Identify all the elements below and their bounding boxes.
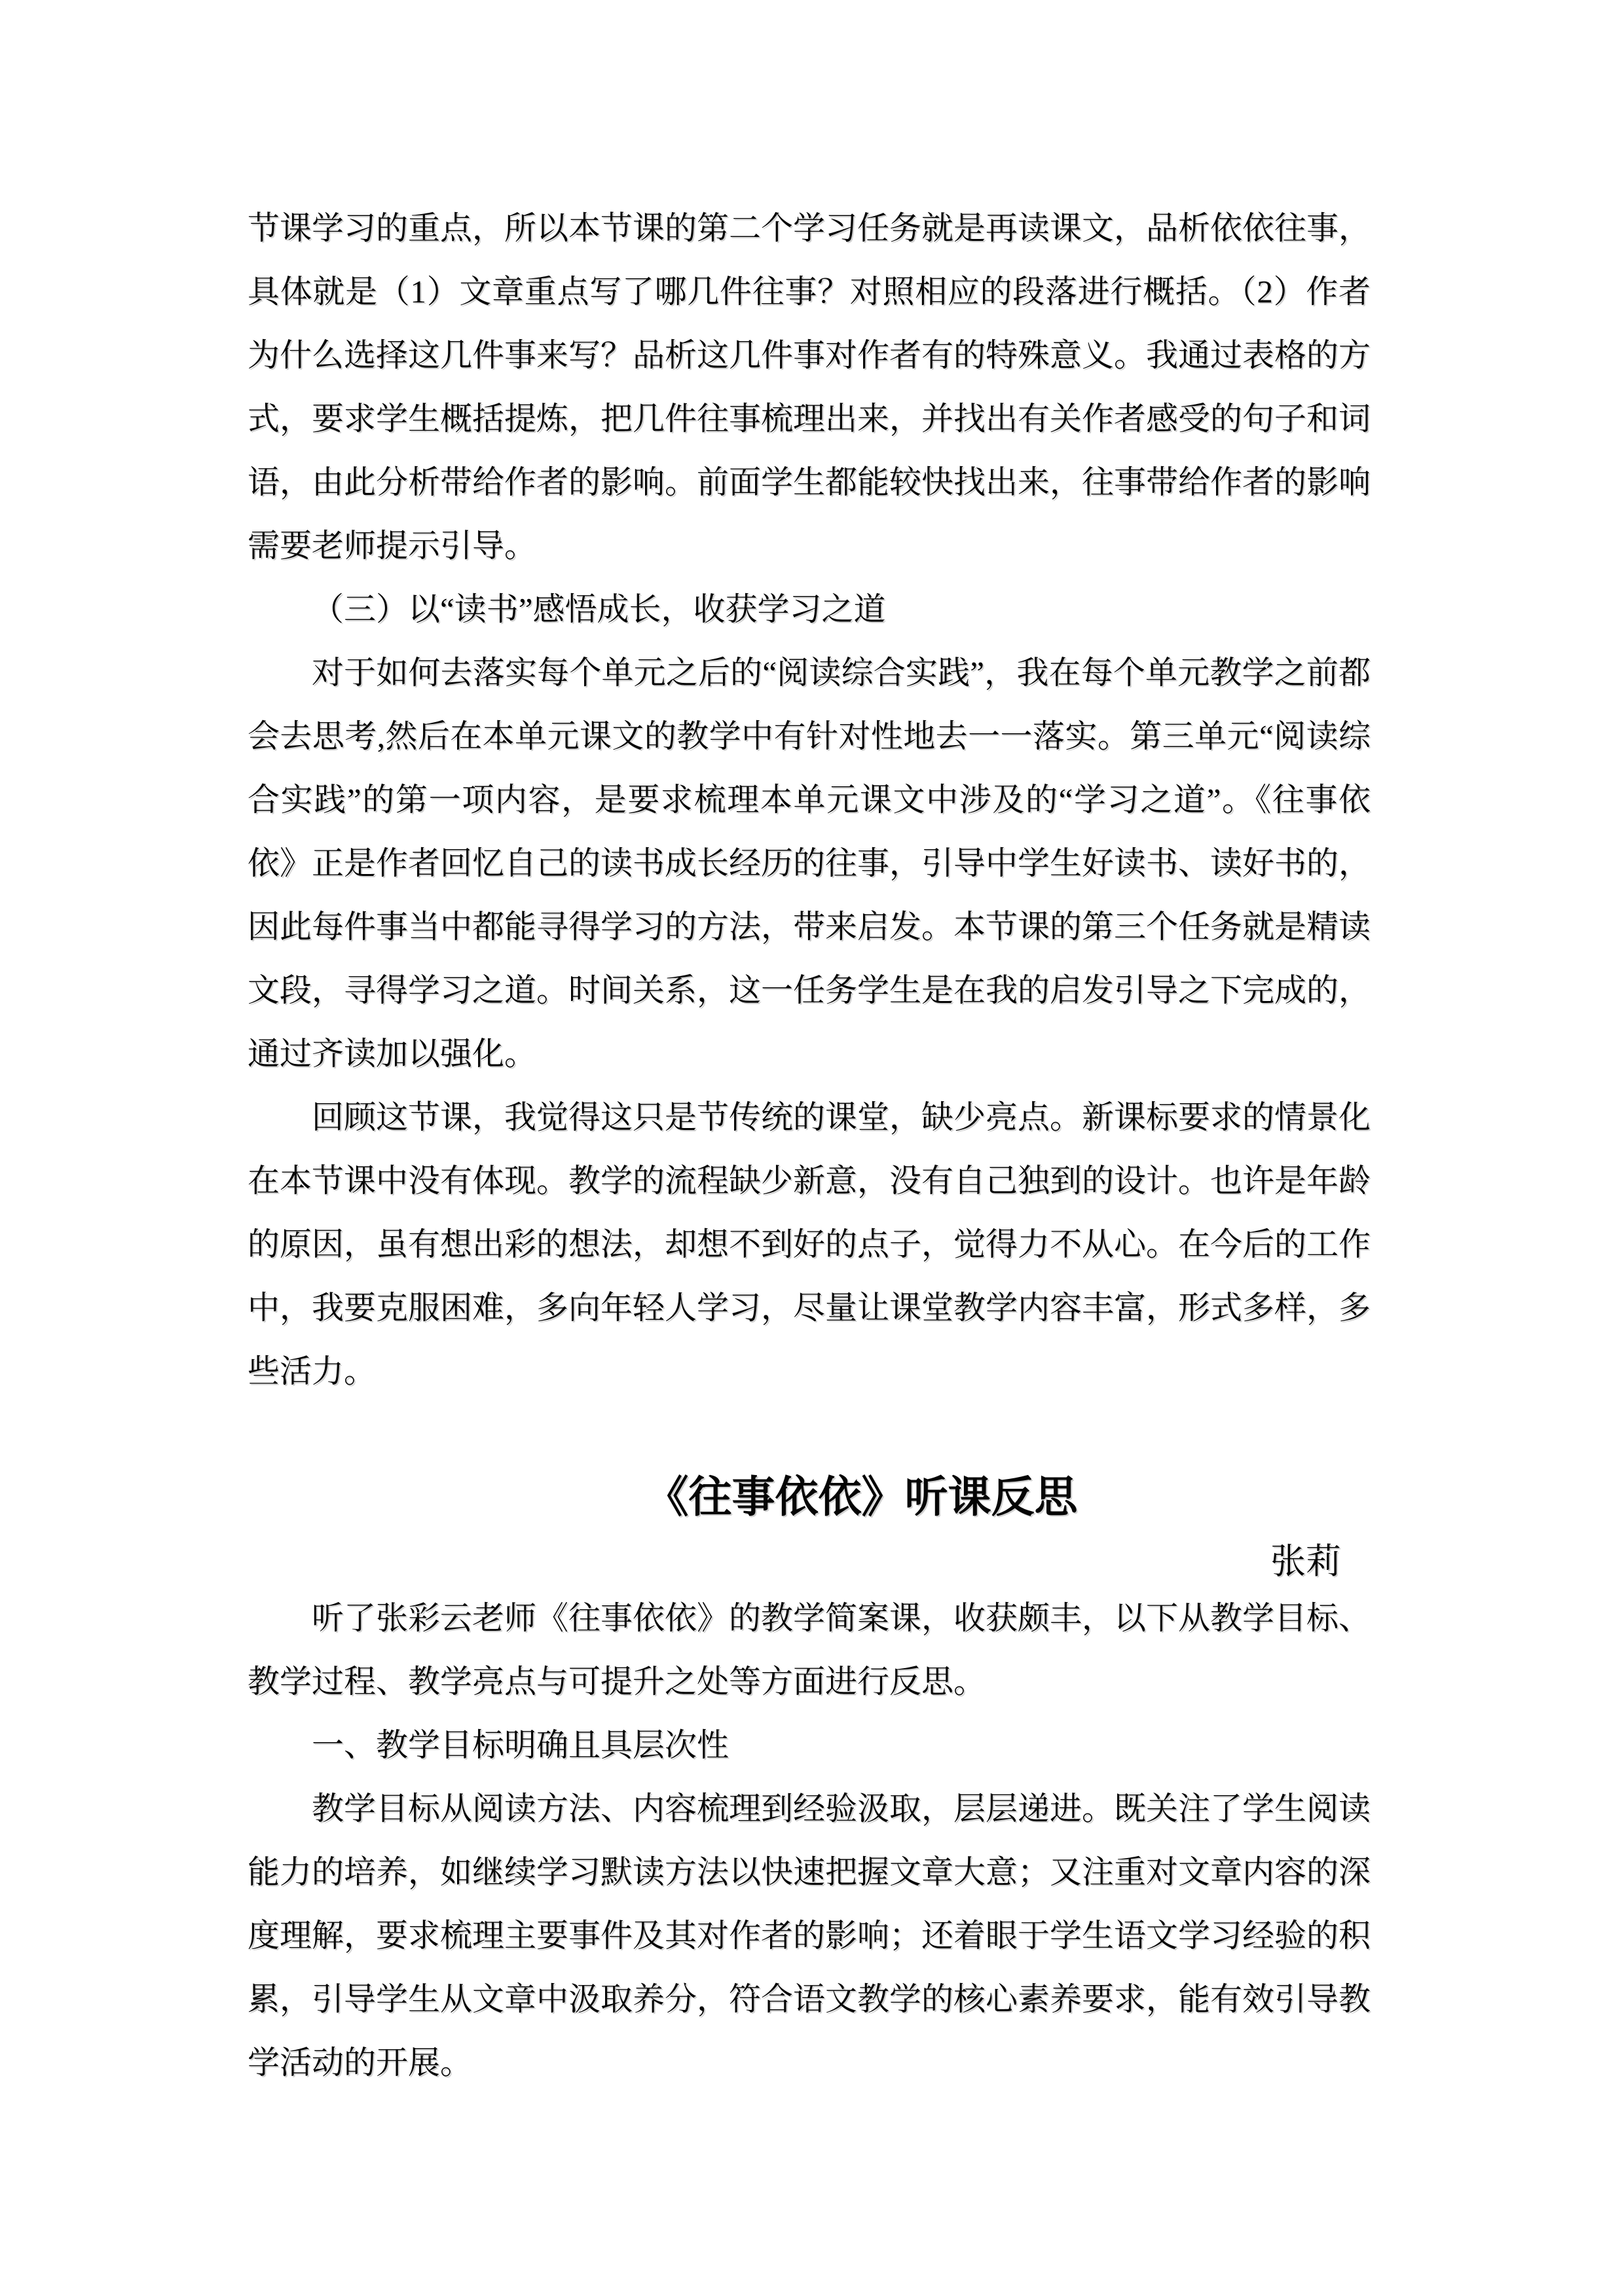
paragraph-continuation-from-previous-page: 节课学习的重点，所以本节课的第二个学习任务就是再读课文，品析依依往事，具体就是（1）文章重点写了哪几件往事？对照相应的段落进行概括。（2）作者为什么选择这几件事来写？品析这几件事对作者有的特殊意义。我通过表格的方式，要求学生概括提炼，把几件往事梳理出来，并找出有关作者感受的句子和词语，由此分析带给作者的影响。前面学生都能较快找出来，往事带给作者的影响需要老师提示引导。 (248, 210, 1371, 564)
paragraph-lesson-review: 回顾这节课，我觉得这只是节传统的课堂，缺少亮点。新课标要求的情景化在本节课中没有体现。教学的流程缺少新意，没有自己独到的设计。也许是年龄的原因，虽有想出彩的想法，却想不到好的点子，觉得力不从心。在今后的工作中，我要克服困难，多向年轻人学习，尽量让课堂教学内容丰富，形式多样，多些活力。 (248, 1099, 1371, 1389)
document-title: 《往事依依》听课反思 (645, 1474, 1078, 1522)
paragraph-teaching-goals-detail: 教学目标从阅读方法、内容梳理到经验汲取，层层递进。既关注了学生阅读能力的培养，如继续学习默读方法以快速把握文章大意；又注重对文章内容的深度理解，要求梳理主要事件及其对作者的影响；还着眼于学生语文学习经验的积累，引导学生从文章中汲取养分，符合语文教学的核心素养要求，能有效引导教学活动的开展。 (248, 1791, 1371, 2081)
paragraph-reading-practice: 对于如何去落实每个单元之后的“阅读综合实践”，我在每个单元教学之前都会去思考,然后在本单元课文的教学中有针对性地去一一落实。第三单元“阅读综合实践”的第一项内容，是要求梳理本单元课文中涉及的“学习之道”。《往事依依》正是作者回忆自己的读书成长经历的往事，引导中学生好读书、读好书的，因此每件事当中都能寻得学习的方法，带来启发。本节课的第三个任务就是精读文段，寻得学习之道。时间关系，这一任务学生是在我的启发引导之下完成的，通过齐读加以强化。 (248, 655, 1371, 1072)
sub-heading-section-three: （三）以“读书”感悟成长，收获学习之道 (312, 591, 886, 627)
numbered-heading-teaching-goals: 一、教学目标明确且具层次性 (312, 1727, 729, 1763)
author-name: 张莉 (1270, 1542, 1341, 1581)
paragraph-reflection-intro: 听了张彩云老师《往事依依》的教学简案课，收获颇丰，以下从教学目标、教学过程、教学亮点与可提升之处等方面进行反思。 (248, 1600, 1371, 1700)
